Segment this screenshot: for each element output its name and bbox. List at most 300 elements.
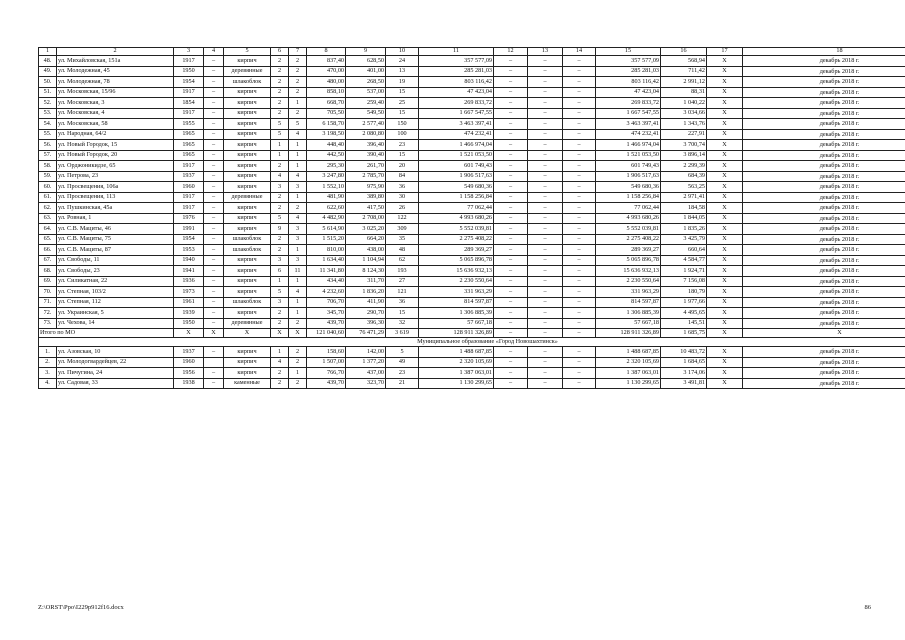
cell-residents: 23 [386, 140, 419, 151]
cell-num: 59. [39, 171, 57, 182]
total-cell-d13: – [528, 329, 563, 338]
cell-cost: 1 130 299,65 [419, 378, 494, 389]
table-row [39, 98, 905, 109]
cell-residents: 36 [386, 182, 419, 193]
cell-residents: 20 [386, 161, 419, 172]
cell-residents: 48 [386, 245, 419, 256]
cell-material: деревянные [224, 192, 271, 203]
cell-area-total: 837,40 [307, 56, 346, 67]
cell-cost-per-m2: 3 174,06 [661, 368, 707, 379]
cell-num: 67. [39, 255, 57, 266]
cell-col17: Х [707, 347, 743, 358]
cell-col14: – [563, 171, 596, 182]
cell-address: ул. Московская, 15/96 [57, 87, 174, 98]
cell-year: 1950 [174, 66, 204, 77]
cell-address: ул. Пичугина, 24 [57, 368, 174, 379]
cell-col14: – [563, 140, 596, 151]
cell-cost-total: 57 667,18 [596, 318, 661, 329]
cell-cost: 814 597,87 [419, 297, 494, 308]
cell-address: ул. Молодежная, 78 [57, 77, 174, 88]
cell-residents: 30 [386, 192, 419, 203]
cell-entrances: 1 [289, 245, 307, 256]
cell-col4: – [204, 66, 224, 77]
cell-floors: 3 [271, 297, 289, 308]
cell-cost-per-m2: 3 034,66 [661, 108, 707, 119]
cell-area-living: 311,70 [346, 276, 386, 287]
cell-cost-per-m2: 227,91 [661, 129, 707, 140]
total-row [39, 329, 905, 338]
cell-residents: 13 [386, 66, 419, 77]
cell-col12: – [494, 108, 528, 119]
cell-cost-per-m2: 3 896,14 [661, 150, 707, 161]
table-body [39, 48, 905, 389]
cell-deadline: декабрь 2018 г. [743, 129, 905, 140]
cell-col14: – [563, 150, 596, 161]
cell-floors: 2 [271, 108, 289, 119]
table-row [39, 182, 905, 193]
cell-col14: – [563, 98, 596, 109]
cell-cost-total: 1 667 547,55 [596, 108, 661, 119]
header-cell: 12 [494, 48, 528, 56]
cell-col4: – [204, 224, 224, 235]
cell-year: 1917 [174, 87, 204, 98]
cell-material: каменные [224, 378, 271, 389]
cell-col17: Х [707, 150, 743, 161]
cell-cost: 357 577,09 [419, 56, 494, 67]
table-row [39, 150, 905, 161]
cell-residents: 26 [386, 203, 419, 214]
cell-col4: – [204, 87, 224, 98]
cell-year: 1917 [174, 161, 204, 172]
cell-cost: 1 906 517,63 [419, 171, 494, 182]
cell-deadline: декабрь 2018 г. [743, 87, 905, 98]
cell-cost-total: 2 230 550,64 [596, 276, 661, 287]
cell-area-total: 481,90 [307, 192, 346, 203]
cell-cost-total: 803 116,42 [596, 77, 661, 88]
cell-col13: – [528, 234, 563, 245]
cell-address: ул. Азовская, 10 [57, 347, 174, 358]
cell-col12: – [494, 140, 528, 151]
cell-area-total: 6 158,70 [307, 119, 346, 130]
cell-col12: – [494, 224, 528, 235]
cell-address: ул. Московская, 4 [57, 108, 174, 119]
cell-cost: 269 833,72 [419, 98, 494, 109]
cell-cost-per-m2: 2 299,39 [661, 161, 707, 172]
cell-residents: 36 [386, 297, 419, 308]
cell-col12: – [494, 276, 528, 287]
cell-col17: Х [707, 182, 743, 193]
cell-col4: – [204, 245, 224, 256]
cell-address: ул. С.В. Мациты, 87 [57, 245, 174, 256]
cell-entrances: 1 [289, 276, 307, 287]
cell-num: 3. [39, 368, 57, 379]
cell-col12: – [494, 119, 528, 130]
table-row [39, 378, 905, 389]
cell-deadline: декабрь 2018 г. [743, 213, 905, 224]
cell-floors: 5 [271, 287, 289, 298]
cell-area-living: 142,00 [346, 347, 386, 358]
cell-col17: Х [707, 224, 743, 235]
cell-cost: 2 275 408,22 [419, 234, 494, 245]
cell-floors: 2 [271, 318, 289, 329]
cell-cost-total: 4 993 680,26 [596, 213, 661, 224]
cell-address: ул. Ровная, 1 [57, 213, 174, 224]
cell-area-living: 396,30 [346, 318, 386, 329]
cell-num: 54. [39, 119, 57, 130]
cell-col12: – [494, 203, 528, 214]
cell-entrances: 4 [289, 129, 307, 140]
cell-col14: – [563, 56, 596, 67]
cell-num: 70. [39, 287, 57, 298]
cell-cost: 5 552 039,81 [419, 224, 494, 235]
cell-col13: – [528, 87, 563, 98]
cell-cost: 1 387 063,01 [419, 368, 494, 379]
total-cell-x1: Х [174, 329, 204, 338]
cell-cost-total: 15 636 932,13 [596, 266, 661, 277]
cell-deadline: декабрь 2018 г. [743, 245, 905, 256]
cell-address: ул. Просвещения, 113 [57, 192, 174, 203]
cell-col4: – [204, 129, 224, 140]
cell-area-living: 975,90 [346, 182, 386, 193]
table-row [39, 129, 905, 140]
table-row [39, 287, 905, 298]
cell-address: ул. Степная, 112 [57, 297, 174, 308]
cell-col13: – [528, 287, 563, 298]
cell-entrances: 4 [289, 171, 307, 182]
cell-area-total: 706,70 [307, 297, 346, 308]
cell-col13: – [528, 77, 563, 88]
cell-col17: Х [707, 287, 743, 298]
cell-address: ул. Московская, 58 [57, 119, 174, 130]
cell-col17: Х [707, 318, 743, 329]
cell-col14: – [563, 129, 596, 140]
cell-cost: 57 667,18 [419, 318, 494, 329]
cell-col12: – [494, 287, 528, 298]
cell-material: кирпич [224, 129, 271, 140]
cell-cost-total: 2 275 408,22 [596, 234, 661, 245]
cell-floors: 2 [271, 245, 289, 256]
cell-col17: Х [707, 308, 743, 319]
cell-num: 58. [39, 161, 57, 172]
cell-col12: – [494, 66, 528, 77]
cell-cost-per-m2: 2 991,12 [661, 77, 707, 88]
cell-year: 1960 [174, 182, 204, 193]
cell-col12: – [494, 245, 528, 256]
cell-residents: 122 [386, 213, 419, 224]
cell-floors: 3 [271, 255, 289, 266]
cell-entrances: 1 [289, 140, 307, 151]
cell-num: 52. [39, 98, 57, 109]
cell-year: 1954 [174, 77, 204, 88]
cell-col4: – [204, 203, 224, 214]
cell-col14: – [563, 234, 596, 245]
table-row [39, 119, 905, 130]
cell-cost-per-m2: 1 684,65 [661, 357, 707, 368]
table-row [39, 203, 905, 214]
cell-num: 61. [39, 192, 57, 203]
cell-year: 1937 [174, 347, 204, 358]
cell-year: 1940 [174, 255, 204, 266]
cell-deadline: декабрь 2018 г. [743, 297, 905, 308]
cell-col14: – [563, 276, 596, 287]
cell-col17: Х [707, 266, 743, 277]
cell-address: ул. Украинская, 5 [57, 308, 174, 319]
cell-year: 1917 [174, 56, 204, 67]
cell-deadline: декабрь 2018 г. [743, 161, 905, 172]
cell-num: 72. [39, 308, 57, 319]
cell-col13: – [528, 171, 563, 182]
cell-col4: – [204, 77, 224, 88]
cell-cost-per-m2: 563,25 [661, 182, 707, 193]
cell-col17: Х [707, 255, 743, 266]
cell-col14: – [563, 192, 596, 203]
cell-cost-per-m2: 684,39 [661, 171, 707, 182]
cell-deadline: декабрь 2018 г. [743, 119, 905, 130]
cell-col12: – [494, 347, 528, 358]
cell-cost-total: 1 906 517,63 [596, 171, 661, 182]
cell-col4: – [204, 213, 224, 224]
cell-address: ул. Новый Городок, 20 [57, 150, 174, 161]
cell-address: ул. С.В. Мациты, 46 [57, 224, 174, 235]
cell-entrances: 3 [289, 234, 307, 245]
cell-entrances: 1 [289, 368, 307, 379]
cell-col14: – [563, 119, 596, 130]
cell-area-living: 389,80 [346, 192, 386, 203]
cell-col13: – [528, 161, 563, 172]
cell-address: ул. Молодежная, 45 [57, 66, 174, 77]
cell-cost-total: 285 281,03 [596, 66, 661, 77]
cell-entrances: 2 [289, 56, 307, 67]
cell-cost-per-m2: 3 425,79 [661, 234, 707, 245]
cell-area-total: 3 247,80 [307, 171, 346, 182]
cell-year: 1937 [174, 171, 204, 182]
cell-material: кирпич [224, 119, 271, 130]
cell-floors: 5 [271, 129, 289, 140]
cell-entrances: 1 [289, 297, 307, 308]
cell-residents: 27 [386, 276, 419, 287]
cell-col12: – [494, 87, 528, 98]
cell-cost-per-m2: 88,31 [661, 87, 707, 98]
cell-area-living: 8 124,30 [346, 266, 386, 277]
cell-year: 1917 [174, 108, 204, 119]
cell-address: ул. Свободы, 23 [57, 266, 174, 277]
cell-year: 1954 [174, 234, 204, 245]
cell-material: кирпич [224, 161, 271, 172]
cell-address: ул. Орджоникидзе, 65 [57, 161, 174, 172]
cell-cost: 285 281,03 [419, 66, 494, 77]
cell-floors: 3 [271, 182, 289, 193]
cell-col17: Х [707, 245, 743, 256]
cell-col14: – [563, 66, 596, 77]
cell-col17: Х [707, 378, 743, 389]
cell-cost: 331 963,29 [419, 287, 494, 298]
cell-col13: – [528, 276, 563, 287]
cell-residents: 84 [386, 171, 419, 182]
cell-residents: 35 [386, 234, 419, 245]
cell-col4: – [204, 276, 224, 287]
cell-col12: – [494, 77, 528, 88]
cell-area-living: 664,20 [346, 234, 386, 245]
total-cell-d14: – [563, 329, 596, 338]
cell-cost-per-m2: 3 700,74 [661, 140, 707, 151]
footer-file-path: Z:\ORST\Ppo\I229p912f16.docx [38, 604, 124, 611]
cell-cost-total: 357 577,09 [596, 56, 661, 67]
cell-col4: – [204, 234, 224, 245]
cell-area-living: 438,00 [346, 245, 386, 256]
cell-col4: – [204, 266, 224, 277]
cell-floors: 2 [271, 77, 289, 88]
header-cell: 14 [563, 48, 596, 56]
cell-material: шлакоблок [224, 297, 271, 308]
cell-cost-total: 1 521 053,50 [596, 150, 661, 161]
cell-col13: – [528, 266, 563, 277]
cell-area-total: 439,70 [307, 318, 346, 329]
cell-cost-per-m2: 4 584,77 [661, 255, 707, 266]
table-row [39, 297, 905, 308]
cell-year: 1976 [174, 213, 204, 224]
cell-area-total: 11 341,80 [307, 266, 346, 277]
cell-residents: 309 [386, 224, 419, 235]
cell-area-total: 1 634,40 [307, 255, 346, 266]
cell-area-living: 2 785,70 [346, 171, 386, 182]
cell-col14: – [563, 224, 596, 235]
cell-deadline: декабрь 2018 г. [743, 318, 905, 329]
table-row [39, 192, 905, 203]
cell-col12: – [494, 266, 528, 277]
cell-entrances: 2 [289, 77, 307, 88]
header-cell: 2 [57, 48, 174, 56]
header-cell: 17 [707, 48, 743, 56]
table-row [39, 224, 905, 235]
cell-num: 1. [39, 347, 57, 358]
cell-cost-per-m2: 1 343,76 [661, 119, 707, 130]
table-row [39, 140, 905, 151]
total-label: Итого по МО [39, 329, 174, 338]
cell-cost: 1 306 885,39 [419, 308, 494, 319]
cell-cost-per-m2: 1 835,26 [661, 224, 707, 235]
cell-year: 1960 [174, 357, 204, 368]
cell-area-total: 434,40 [307, 276, 346, 287]
cell-year: 1917 [174, 203, 204, 214]
cell-col12: – [494, 182, 528, 193]
cell-cost-total: 5 552 039,81 [596, 224, 661, 235]
cell-cost: 5 065 896,78 [419, 255, 494, 266]
cell-num: 4. [39, 378, 57, 389]
cell-material: кирпич [224, 255, 271, 266]
table-row [39, 161, 905, 172]
cell-year: 1991 [174, 224, 204, 235]
cell-material: кирпич [224, 224, 271, 235]
cell-cost: 4 993 680,26 [419, 213, 494, 224]
cell-material: кирпич [224, 171, 271, 182]
cell-area-total: 158,60 [307, 347, 346, 358]
cell-num: 66. [39, 245, 57, 256]
total-cell-area-total: 121 040,60 [307, 329, 346, 338]
total-cell-x4: Х [271, 329, 289, 338]
cell-address: ул. Пушкинская, 45а [57, 203, 174, 214]
table-row [39, 308, 905, 319]
cell-col17: Х [707, 161, 743, 172]
table-row [39, 318, 905, 329]
cell-cost-total: 1 130 299,65 [596, 378, 661, 389]
cell-col13: – [528, 182, 563, 193]
table-row [39, 357, 905, 368]
cell-col4: – [204, 56, 224, 67]
cell-material: кирпич [224, 108, 271, 119]
cell-num: 65. [39, 234, 57, 245]
cell-residents: 25 [386, 98, 419, 109]
cell-cost-per-m2: 180,79 [661, 287, 707, 298]
cell-material: кирпич [224, 266, 271, 277]
cell-col17: Х [707, 171, 743, 182]
cell-floors: 1 [271, 276, 289, 287]
cell-entrances: 1 [289, 161, 307, 172]
total-cell-x6: Х [707, 329, 743, 338]
cell-area-living: 323,70 [346, 378, 386, 389]
total-cell-x3: Х [224, 329, 271, 338]
cell-floors: 6 [271, 266, 289, 277]
total-cell-per-m2: 1 685,75 [661, 329, 707, 338]
cell-cost: 47 423,04 [419, 87, 494, 98]
cell-col12: – [494, 297, 528, 308]
cell-col12: – [494, 171, 528, 182]
cell-address: ул. Свободы, 11 [57, 255, 174, 266]
cell-residents: 32 [386, 318, 419, 329]
cell-deadline: декабрь 2018 г. [743, 108, 905, 119]
total-cell-residents: 3 619 [386, 329, 419, 338]
cell-col14: – [563, 108, 596, 119]
cell-deadline: декабрь 2018 г. [743, 276, 905, 287]
cell-col13: – [528, 129, 563, 140]
cell-num: 73. [39, 318, 57, 329]
cell-col4: – [204, 378, 224, 389]
cell-col12: – [494, 234, 528, 245]
cell-col4 [204, 357, 224, 368]
cell-area-total: 668,70 [307, 98, 346, 109]
cell-col13: – [528, 98, 563, 109]
cell-cost: 1 488 687,85 [419, 347, 494, 358]
cell-cost-per-m2: 145,51 [661, 318, 707, 329]
cell-num: 2. [39, 357, 57, 368]
cell-col4: – [204, 287, 224, 298]
cell-floors: 5 [271, 213, 289, 224]
cell-col14: – [563, 318, 596, 329]
table-row [39, 87, 905, 98]
cell-floors: 1 [271, 140, 289, 151]
cell-cost: 77 062,44 [419, 203, 494, 214]
header-cell: 15 [596, 48, 661, 56]
header-cell: 10 [386, 48, 419, 56]
cell-col17: Х [707, 108, 743, 119]
cell-area-living: 2 080,80 [346, 129, 386, 140]
cell-deadline: декабрь 2018 г. [743, 308, 905, 319]
cell-col13: – [528, 150, 563, 161]
cell-floors: 2 [271, 308, 289, 319]
cell-cost: 1 466 974,04 [419, 140, 494, 151]
cell-col13: – [528, 255, 563, 266]
cell-cost-per-m2: 10 483,72 [661, 347, 707, 358]
cell-num: 60. [39, 182, 57, 193]
cell-material: кирпич [224, 56, 271, 67]
table-row [39, 276, 905, 287]
cell-material: кирпич [224, 213, 271, 224]
cell-col4: – [204, 161, 224, 172]
cell-col12: – [494, 308, 528, 319]
cell-cost-per-m2: 7 156,08 [661, 276, 707, 287]
cell-col17: Х [707, 98, 743, 109]
cell-area-total: 448,40 [307, 140, 346, 151]
header-cell: 13 [528, 48, 563, 56]
